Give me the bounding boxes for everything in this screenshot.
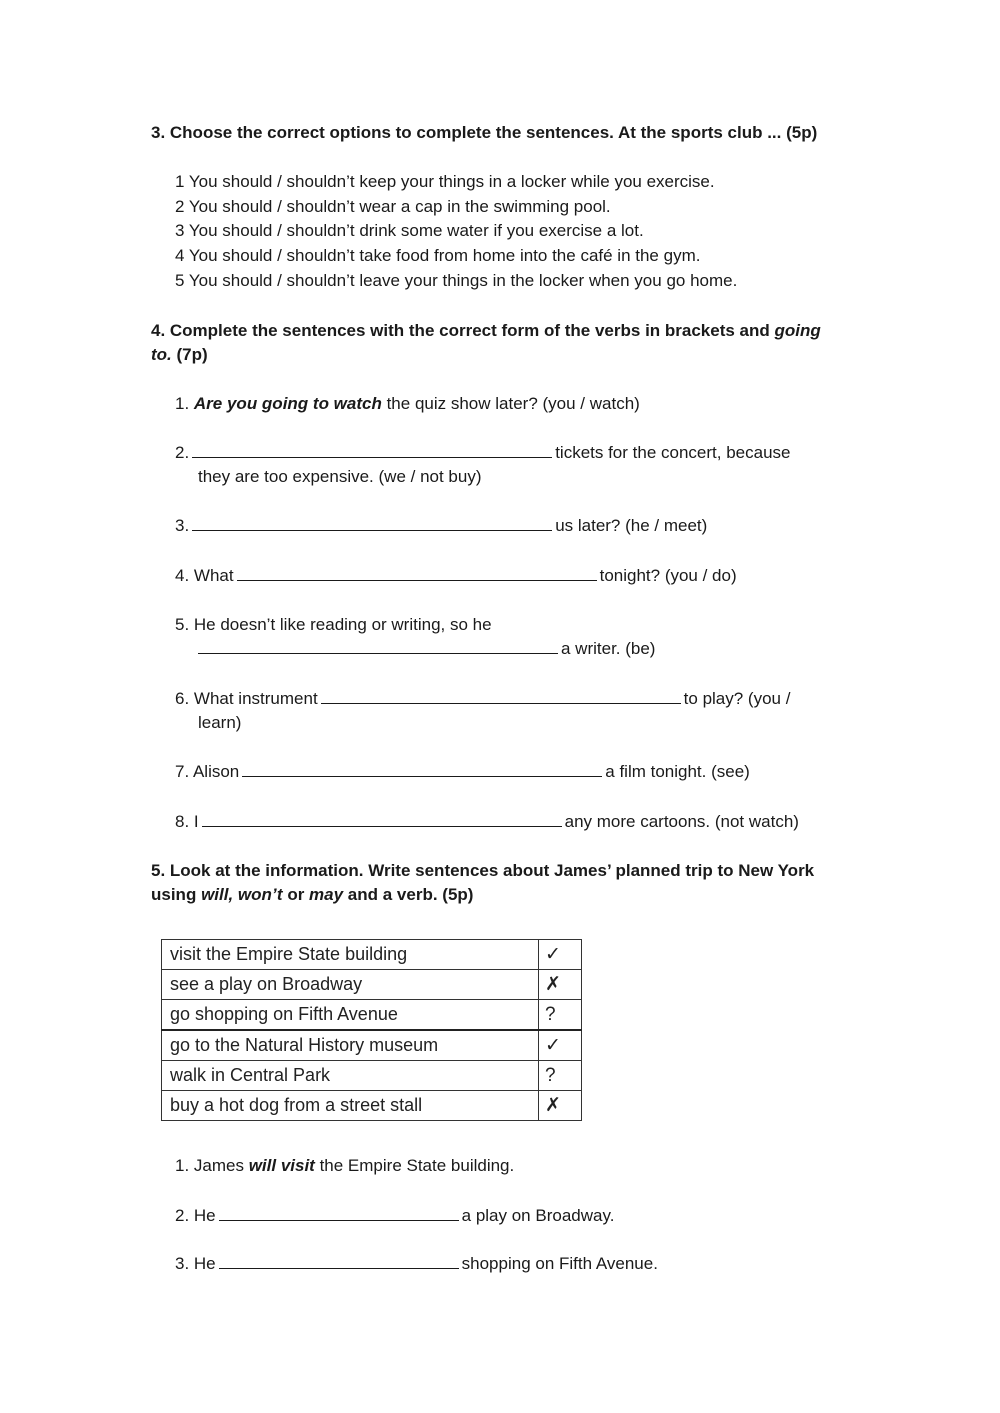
answer-blank-s5-2[interactable] (219, 1205, 459, 1221)
mark-cell: ? (539, 1000, 582, 1031)
mark-cell: ✓ (539, 940, 582, 970)
section-4-item-4: 4. What tonight? (you / do) (175, 566, 737, 585)
mark-cell: ✓ (539, 1030, 582, 1061)
section-4-item-3: 3. us later? (he / meet) (175, 516, 708, 535)
section-5-answer-1: 1. James will visit the Empire State building. (175, 1156, 515, 1175)
activity-cell: visit the Empire State building (162, 940, 539, 970)
section-4-item-5-line1: 5. He doesn’t like reading or writing, so he (175, 615, 492, 634)
activity-cell: go shopping on Fifth Avenue (162, 1000, 539, 1031)
mark-cell: ✗ (539, 1091, 582, 1121)
mark-cell: ? (539, 1061, 582, 1091)
section-5-heading-line1: 5. Look at the information. Write sentences about James’ planned trip to New York (151, 861, 815, 880)
section-4-item-6: 6. What instrument to play? (you / (175, 689, 791, 708)
section-3-item-3[interactable]: 3 You should / shouldn’t drink some water if you exercise a lot. (175, 221, 644, 240)
section-4-item-2: 2. tickets for the concert, because (175, 443, 791, 462)
table-row (162, 1000, 582, 1031)
activity-cell: go to the Natural History museum (162, 1030, 539, 1061)
section-3-item-2[interactable]: 2 You should / shouldn’t wear a cap in the swimming pool. (175, 197, 611, 216)
table-row (162, 1091, 582, 1121)
section-3-item-4[interactable]: 4 You should / shouldn’t take food from home into the café in the gym. (175, 246, 701, 265)
section-3-heading: 3. Choose the correct options to complete the sentences. At the sports club ... (5p) (151, 123, 818, 142)
section-5-answer-2: 2. He a play on Broadway. (175, 1206, 615, 1225)
answer-blank-8[interactable] (202, 811, 562, 827)
trip-plan-table (161, 939, 582, 1121)
section-4-item-6-line2: learn) (198, 713, 242, 732)
answer-blank-6[interactable] (321, 688, 681, 704)
table-row (162, 970, 582, 1000)
example-answer: Are you going to watch (193, 394, 382, 413)
section-4-item-5-line2: a writer. (be) (195, 638, 655, 660)
section-4-heading-line2: to. (7p) (151, 345, 208, 364)
section-3-item-5[interactable]: 5 You should / shouldn’t leave your things in the locker when you go home. (175, 271, 738, 290)
activity-cell: buy a hot dog from a street stall (162, 1091, 539, 1121)
section-4-item-8: 8. I any more cartoons. (not watch) (175, 812, 799, 831)
answer-blank-4[interactable] (237, 565, 597, 581)
table-row (162, 1061, 582, 1091)
answer-blank-2[interactable] (192, 442, 552, 458)
section-4-item-7: 7. Alison a film tonight. (see) (175, 762, 750, 781)
section-4-heading-line1: 4. Complete the sentences with the correct form of the verbs in brackets and going (151, 321, 821, 340)
answer-blank-7[interactable] (242, 761, 602, 777)
answer-blank-3[interactable] (192, 515, 552, 531)
section-3-item-1[interactable]: 1 You should / shouldn’t keep your things in a locker while you exercise. (175, 172, 715, 191)
answer-blank-s5-3[interactable] (219, 1253, 459, 1269)
table-row (162, 1030, 582, 1061)
activity-cell: walk in Central Park (162, 1061, 539, 1091)
mark-cell: ✗ (539, 970, 582, 1000)
answer-blank-5[interactable] (198, 638, 558, 654)
section-5-heading-line2: using will, won’t or may and a verb. (5p) (151, 885, 474, 904)
activity-cell: see a play on Broadway (162, 970, 539, 1000)
section-5-answer-3: 3. He shopping on Fifth Avenue. (175, 1254, 658, 1273)
example-answer: will visit (248, 1156, 315, 1175)
table-row (162, 940, 582, 970)
section-4-item-2-line2: they are too expensive. (we / not buy) (198, 467, 482, 486)
section-4-item-1: 1. Are you going to watch the quiz show later? (you / watch) (175, 394, 640, 413)
